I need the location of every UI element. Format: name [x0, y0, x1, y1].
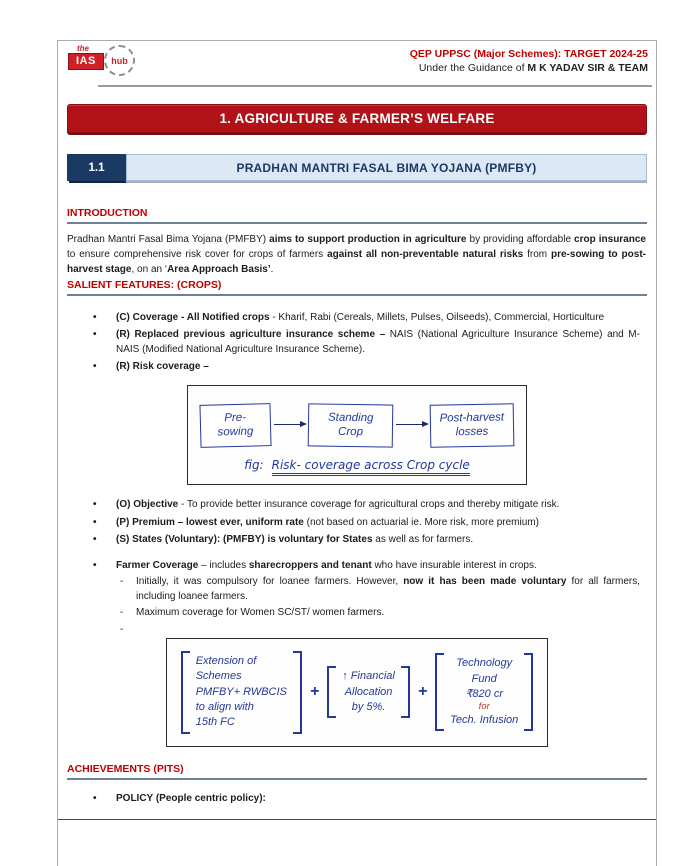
caption-text: Risk- coverage across Crop cycle: [272, 458, 470, 476]
arrow-right-icon: [274, 424, 305, 425]
header-subtitle-name: M K YADAV SIR & TEAM: [527, 62, 648, 75]
left-bracket-icon: [435, 653, 444, 731]
flow-box-post-harvest: Post-harvest losses: [430, 403, 515, 447]
salient-bullet-list-2: [58, 498, 656, 548]
flow-box-standing-crop: Standing Crop: [307, 403, 393, 447]
bracket-group-technology: [435, 653, 533, 731]
bracket-group-financial: [327, 666, 410, 718]
farmer-coverage-sublist: [58, 575, 656, 634]
bracket-group-extension: [181, 651, 302, 734]
introduction-paragraph: Pradhan Mantri Fasal Bima Yojana (PMFBY) aims to support production in agriculture by providing affordable crop insurance to ensure comprehensive risk cover for crops of farmers against all non-preventable natural risks from pre-sowing to post-harvest stage, on an ‘Area Approach Basis’.: [67, 234, 646, 276]
plus-sign: +: [309, 683, 320, 701]
salient-bullet-list-1: [58, 311, 656, 375]
scheme-extension-diagram: [166, 638, 548, 747]
document-sheet: [57, 40, 657, 866]
crop-cycle-flow: [200, 404, 514, 447]
bracket-equation: [181, 651, 534, 734]
header-text-block: [410, 47, 648, 75]
left-bracket-icon: [181, 651, 190, 734]
caption-fig-label: fig:: [244, 458, 264, 473]
heading-rule: [67, 778, 647, 780]
diagram-line: Allocation: [344, 685, 393, 698]
diagram-line: ₹820 cr: [465, 688, 503, 701]
section-number: 1.1: [67, 154, 126, 181]
diagram-line: Technology: [456, 657, 513, 670]
diagram-line: by 5%.: [351, 700, 386, 713]
header-subtitle-prefix: Under the Guidance of: [418, 62, 528, 75]
list-item: • (R) Replaced previous agriculture insurance scheme – NAIS (National Agriculture Insurance Scheme) and M-NAIS (Modified National Agriculture Insurance Scheme).: [116, 328, 640, 357]
heading-rule: [67, 222, 647, 224]
logo-hub-stamp-icon: hub: [104, 45, 135, 76]
logo-ias-badge: IAS: [68, 53, 104, 70]
page-header: [58, 41, 656, 87]
section-title: PRADHAN MANTRI FASAL BIMA YOJANA (PMFBY): [126, 154, 647, 181]
achievements-heading: ACHIEVEMENTS (PITS): [67, 762, 184, 775]
diagram-line: Tech. Infusion: [450, 713, 519, 726]
diagram-line: 15th FC: [195, 716, 235, 729]
achievements-bullet-list: [58, 792, 656, 807]
salient-features-heading: SALIENT FEATURES: (CROPS): [67, 278, 222, 291]
list-item: • (R) Risk coverage –: [116, 360, 640, 375]
section-header: [67, 154, 647, 181]
list-item: • (C) Coverage - All Notified crops - Kharif, Rabi (Cereals, Millets, Pulses, Oilseeds), Commercial, Horticulture: [116, 311, 640, 326]
list-item: • (P) Premium – lowest ever, uniform rate (not based on actuarial ie. More risk, more premium): [116, 516, 640, 531]
diagram-line: Schemes: [195, 670, 242, 683]
introduction-heading: INTRODUCTION: [67, 207, 148, 219]
bracket-group-lines: [336, 666, 401, 718]
diagram-line: Extension of: [195, 654, 257, 667]
right-bracket-icon: [293, 651, 302, 734]
list-item: • POLICY (People centric policy):: [116, 792, 640, 807]
flow-box-pre-sowing: Pre-sowing: [199, 403, 271, 448]
diagram-line: Fund: [471, 672, 497, 685]
chapter-title: 1. AGRICULTURE & FARMER’S WELFARE: [219, 111, 495, 126]
right-bracket-icon: [401, 666, 410, 718]
list-item: • (O) Objective - To provide better insurance coverage for agricultural crops and thereby mitigate risk.: [116, 498, 640, 513]
chapter-banner: [67, 104, 647, 133]
left-bracket-icon: [327, 666, 336, 718]
right-bracket-icon: [524, 653, 533, 731]
header-title: QEP UPPSC (Major Schemes): TARGET 2024-25: [409, 48, 648, 60]
diagram-line: PMFBY+ RWBCIS: [195, 685, 287, 698]
heading-rule: [67, 294, 647, 296]
ias-hub-logo: [68, 44, 148, 86]
logo-the-text: the: [77, 44, 89, 53]
header-subtitle: [410, 61, 648, 75]
list-item: • Farmer Coverage – includes sharecroppers and tenant who have insurable interest in crops.: [116, 559, 640, 574]
diagram-line: to align with: [195, 700, 254, 713]
sub-list-item: - Maximum coverage for Women SC/ST/ women farmers.: [136, 606, 640, 621]
list-item: • (S) States (Voluntary): (PMFBY) is voluntary for States as well as for farmers.: [116, 533, 640, 548]
bracket-group-lines: [444, 653, 524, 731]
row-divider: [58, 819, 656, 820]
sub-list-item-empty: [136, 623, 640, 634]
diagram-caption: [200, 458, 514, 472]
bracket-group-lines: [190, 651, 293, 734]
diagram-line: ↑ Financial: [342, 670, 395, 683]
arrow-right-icon: [396, 424, 427, 425]
risk-coverage-diagram: [187, 385, 527, 486]
sub-list-item: - Initially, it was compulsory for loanee farmers. However, now it has been made voluntary for all farmers, including loanee farmers.: [136, 575, 640, 604]
farmer-coverage-list: [58, 559, 656, 574]
diagram-line-red: for: [478, 701, 490, 713]
plus-sign: +: [417, 683, 428, 701]
header-divider: [98, 85, 652, 87]
